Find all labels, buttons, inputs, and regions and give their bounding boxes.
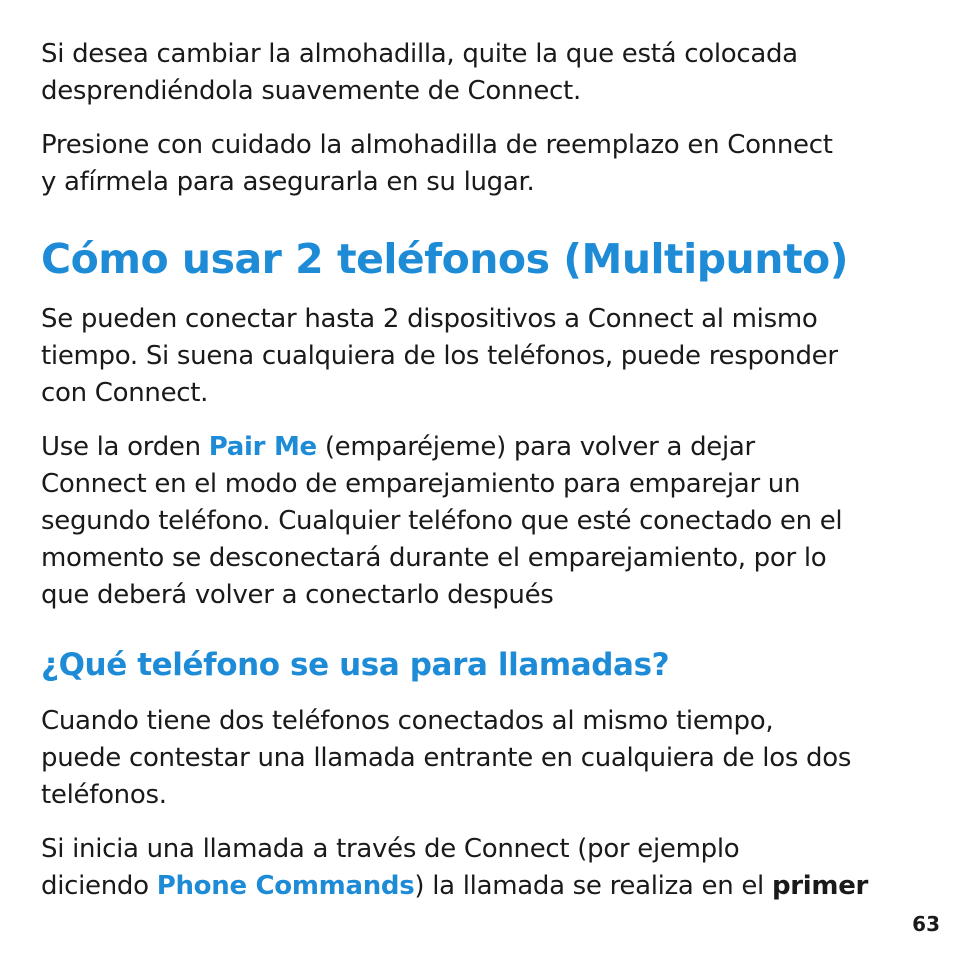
- paragraph-multipoint-intro: [41, 301, 921, 412]
- text-line: Si desea cambiar la almohadilla, quite la que está colocada: [41, 39, 798, 69]
- text-line: Si inicia una llamada a través de Connect (por ejemplo: [41, 834, 740, 864]
- text-line: teléfonos.: [41, 780, 167, 810]
- text-line: desprendiéndola suavemente de Connect.: [41, 76, 581, 106]
- text-line: que deberá volver a conectarlo después: [41, 580, 554, 610]
- command-phone-commands: Phone Commands: [156, 871, 415, 901]
- text-line: y afírmela para asegurarla en su lugar.: [41, 167, 535, 197]
- section-heading-multipoint: Cómo usar 2 teléfonos (Multipunto): [41, 235, 848, 283]
- text-line: Presione con cuidado la almohadilla de reemplazo en Connect: [41, 130, 833, 160]
- paragraph-change-pad: [41, 36, 921, 110]
- text-fragment: diciendo: [41, 871, 157, 901]
- paragraph-two-phones: [41, 703, 921, 814]
- text-line: Connect en el modo de emparejamiento para emparejar un: [41, 469, 801, 499]
- text-line: segundo teléfono. Cualquier teléfono que esté conectado en el: [41, 506, 843, 536]
- text-line: puede contestar una llamada entrante en cualquiera de los dos: [41, 743, 852, 773]
- command-pair-me: Pair Me: [208, 432, 317, 462]
- text-line: Se pueden conectar hasta 2 dispositivos a Connect al mismo: [41, 304, 818, 334]
- paragraph-replace-pad: [41, 127, 921, 201]
- text-line: Cuando tiene dos teléfonos conectados al mismo tiempo,: [41, 706, 774, 736]
- paragraph-pair-me: [41, 429, 921, 614]
- text-fragment: Use la orden: [41, 432, 209, 462]
- text-fragment: (emparéjeme) para volver a dejar: [316, 432, 755, 462]
- manual-page: [41, 36, 921, 905]
- emphasis-primer: primer: [771, 871, 869, 901]
- text-fragment: ) la llamada se realiza en el: [414, 871, 772, 901]
- page-number: 63: [912, 912, 940, 936]
- text-line: con Connect.: [41, 378, 209, 408]
- text-line: momento se desconectará durante el emparejamiento, por lo: [41, 543, 827, 573]
- text-line: tiempo. Si suena cualquiera de los teléfonos, puede responder: [41, 341, 838, 371]
- paragraph-initiate-call: [41, 831, 921, 905]
- subsection-heading-which-phone: ¿Qué teléfono se usa para llamadas?: [41, 647, 670, 683]
